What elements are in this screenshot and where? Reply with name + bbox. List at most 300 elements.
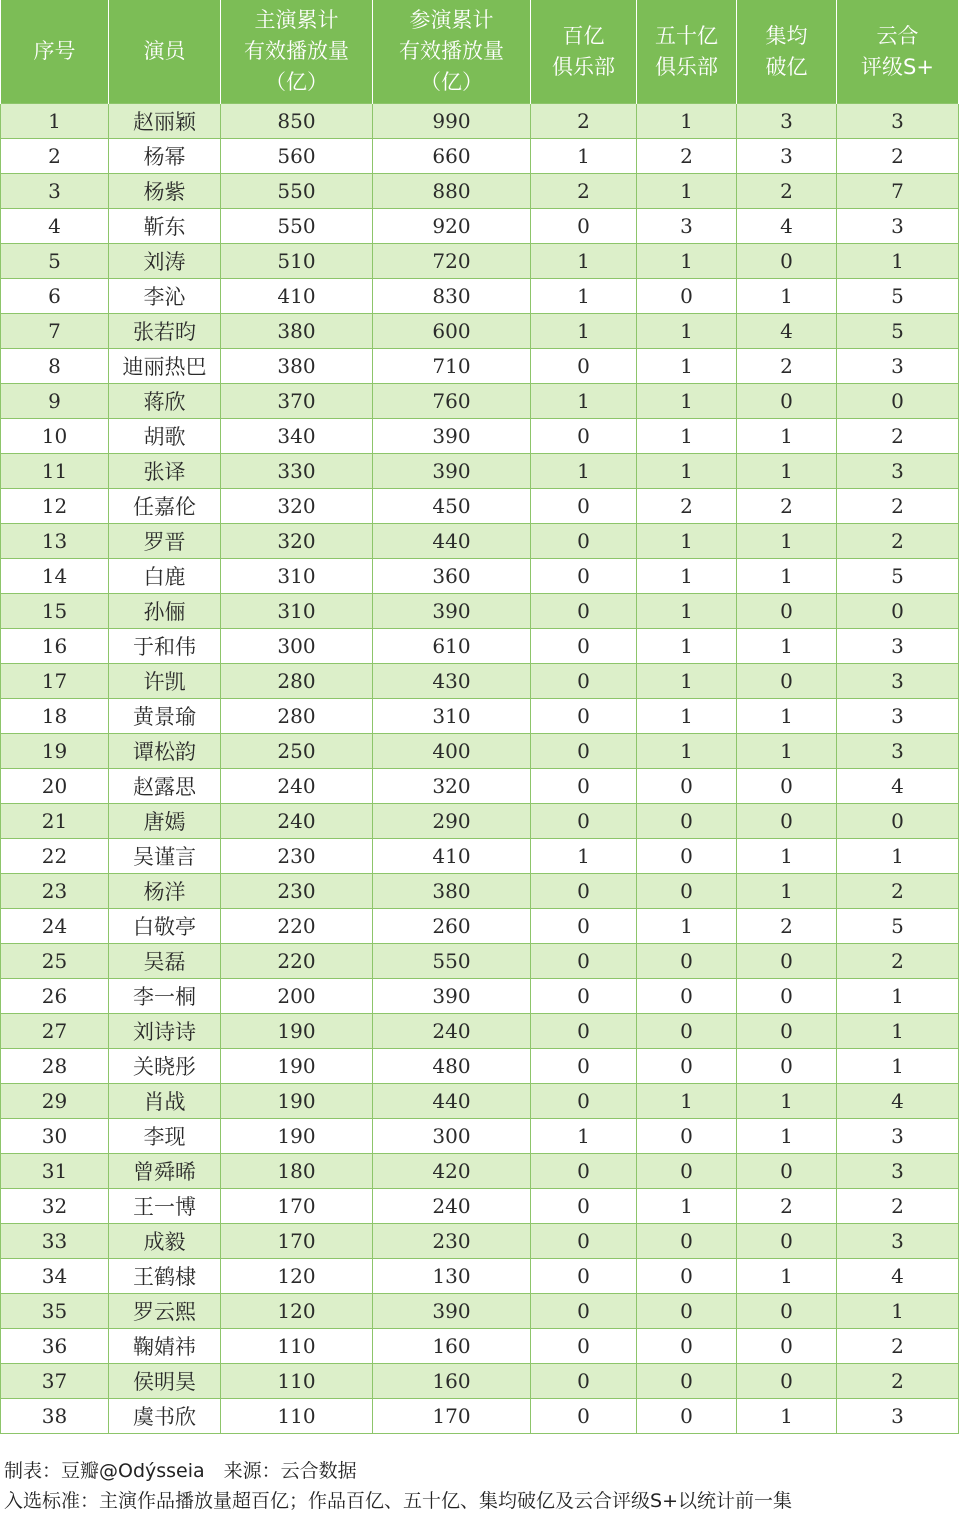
per-episode-cell: 3 [737,139,837,174]
club-50b-cell: 1 [637,454,737,489]
club-100b-cell: 0 [531,909,637,944]
per-episode-cell: 1 [737,1119,837,1154]
actor-name-cell: 任嘉伦 [109,489,221,524]
rank-cell: 12 [1,489,109,524]
rank-cell: 27 [1,1014,109,1049]
total-views-cell: 290 [373,804,531,839]
per-episode-cell: 0 [737,804,837,839]
actor-name-cell: 吴磊 [109,944,221,979]
actor-name-cell: 杨洋 [109,874,221,909]
actor-name-cell: 黄景瑜 [109,699,221,734]
per-episode-cell: 0 [737,944,837,979]
table-row [1,734,959,769]
table-row [1,139,959,174]
per-episode-cell: 1 [737,699,837,734]
lead-views-cell: 320 [221,489,373,524]
lead-views-cell: 220 [221,909,373,944]
table-body [1,104,959,1434]
per-episode-cell: 2 [737,909,837,944]
club-100b-cell: 2 [531,174,637,209]
total-views-cell: 600 [373,314,531,349]
club-50b-cell: 0 [637,1294,737,1329]
total-views-cell: 450 [373,489,531,524]
lead-views-cell: 340 [221,419,373,454]
s-plus-cell: 2 [837,1189,959,1224]
s-plus-cell: 3 [837,209,959,244]
actor-name-cell: 赵丽颖 [109,104,221,139]
club-50b-cell: 0 [637,1224,737,1259]
table-row [1,559,959,594]
rank-cell: 25 [1,944,109,979]
lead-views-cell: 550 [221,209,373,244]
club-50b-cell: 0 [637,1014,737,1049]
club-50b-cell: 1 [637,1189,737,1224]
club-100b-cell: 1 [531,279,637,314]
lead-views-cell: 110 [221,1329,373,1364]
club-100b-cell: 0 [531,664,637,699]
actor-name-cell: 罗云熙 [109,1294,221,1329]
table-row [1,419,959,454]
lead-views-cell: 330 [221,454,373,489]
s-plus-cell: 4 [837,769,959,804]
lead-views-cell: 170 [221,1189,373,1224]
actor-name-cell: 靳东 [109,209,221,244]
per-episode-cell: 1 [737,839,837,874]
lead-views-cell: 240 [221,804,373,839]
s-plus-cell: 3 [837,629,959,664]
actor-name-cell: 孙俪 [109,594,221,629]
per-episode-cell: 0 [737,1294,837,1329]
header-row [1,0,959,104]
club-100b-cell: 0 [531,1294,637,1329]
actor-name-cell: 李一桐 [109,979,221,1014]
club-100b-cell: 0 [531,734,637,769]
header-100b-club: 百亿 俱乐部 [531,0,637,104]
actor-name-cell: 李沁 [109,279,221,314]
rank-cell: 18 [1,699,109,734]
per-episode-cell: 4 [737,314,837,349]
table-row [1,979,959,1014]
lead-views-cell: 410 [221,279,373,314]
table-row [1,244,959,279]
s-plus-cell: 3 [837,349,959,384]
lead-views-cell: 190 [221,1084,373,1119]
s-plus-cell: 1 [837,979,959,1014]
s-plus-cell: 3 [837,1399,959,1434]
s-plus-cell: 3 [837,1154,959,1189]
lead-views-cell: 550 [221,174,373,209]
club-100b-cell: 1 [531,314,637,349]
club-100b-cell: 0 [531,769,637,804]
total-views-cell: 440 [373,524,531,559]
club-50b-cell: 1 [637,699,737,734]
club-50b-cell: 0 [637,1399,737,1434]
actor-name-cell: 王一博 [109,1189,221,1224]
actor-name-cell: 赵露思 [109,769,221,804]
per-episode-cell: 0 [737,1049,837,1084]
lead-views-cell: 200 [221,979,373,1014]
club-50b-cell: 1 [637,384,737,419]
club-50b-cell: 0 [637,979,737,1014]
club-50b-cell: 0 [637,1329,737,1364]
table-row [1,1364,959,1399]
club-50b-cell: 1 [637,734,737,769]
actor-name-cell: 肖战 [109,1084,221,1119]
table-row [1,664,959,699]
lead-views-cell: 240 [221,769,373,804]
club-100b-cell: 0 [531,629,637,664]
table-row [1,1259,959,1294]
rank-cell: 29 [1,1084,109,1119]
total-views-cell: 480 [373,1049,531,1084]
total-views-cell: 240 [373,1189,531,1224]
club-100b-cell: 1 [531,454,637,489]
total-views-cell: 420 [373,1154,531,1189]
per-episode-cell: 0 [737,594,837,629]
s-plus-cell: 4 [837,1084,959,1119]
s-plus-cell: 7 [837,174,959,209]
per-episode-cell: 1 [737,734,837,769]
rank-cell: 6 [1,279,109,314]
actor-name-cell: 杨紫 [109,174,221,209]
table-footer [4,1456,958,1516]
total-views-cell: 830 [373,279,531,314]
table-row [1,454,959,489]
table-row [1,909,959,944]
rank-cell: 21 [1,804,109,839]
club-50b-cell: 1 [637,664,737,699]
table-row [1,384,959,419]
lead-views-cell: 380 [221,349,373,384]
per-episode-cell: 1 [737,279,837,314]
total-views-cell: 310 [373,699,531,734]
s-plus-cell: 3 [837,454,959,489]
total-views-cell: 720 [373,244,531,279]
club-50b-cell: 1 [637,559,737,594]
rank-cell: 3 [1,174,109,209]
per-episode-cell: 0 [737,769,837,804]
per-episode-cell: 0 [737,1014,837,1049]
club-50b-cell: 0 [637,944,737,979]
rank-cell: 4 [1,209,109,244]
rank-cell: 7 [1,314,109,349]
club-50b-cell: 2 [637,489,737,524]
s-plus-cell: 1 [837,1294,959,1329]
total-views-cell: 320 [373,769,531,804]
actor-name-cell: 曾舜晞 [109,1154,221,1189]
table-row [1,1294,959,1329]
actor-name-cell: 唐嫣 [109,804,221,839]
actor-name-cell: 鞠婧祎 [109,1329,221,1364]
club-50b-cell: 1 [637,419,737,454]
rank-cell: 23 [1,874,109,909]
per-episode-cell: 1 [737,1399,837,1434]
table-row [1,1119,959,1154]
table-row [1,594,959,629]
criteria-line: 入选标准：主演作品播放量超百亿；作品百亿、五十亿、集均破亿及云合评级S+以统计前一集 [4,1490,792,1512]
header-total-views: 参演累计 有效播放量 （亿） [373,0,531,104]
per-episode-cell: 1 [737,524,837,559]
rank-cell: 9 [1,384,109,419]
s-plus-cell: 5 [837,559,959,594]
club-100b-cell: 0 [531,594,637,629]
rank-cell: 31 [1,1154,109,1189]
lead-views-cell: 850 [221,104,373,139]
s-plus-cell: 1 [837,1014,959,1049]
lead-views-cell: 560 [221,139,373,174]
s-plus-cell: 2 [837,944,959,979]
actor-name-cell: 罗晋 [109,524,221,559]
per-episode-cell: 1 [737,454,837,489]
rank-cell: 28 [1,1049,109,1084]
header-50b-club: 五十亿 俱乐部 [637,0,737,104]
actor-name-cell: 李现 [109,1119,221,1154]
s-plus-cell: 2 [837,874,959,909]
club-50b-cell: 0 [637,1119,737,1154]
table-row [1,1399,959,1434]
club-100b-cell: 0 [531,874,637,909]
s-plus-cell: 5 [837,279,959,314]
total-views-cell: 880 [373,174,531,209]
total-views-cell: 550 [373,944,531,979]
club-50b-cell: 1 [637,314,737,349]
rank-cell: 15 [1,594,109,629]
table-row [1,804,959,839]
club-100b-cell: 0 [531,559,637,594]
rank-cell: 2 [1,139,109,174]
total-views-cell: 390 [373,979,531,1014]
table-row [1,104,959,139]
total-views-cell: 260 [373,909,531,944]
rank-cell: 5 [1,244,109,279]
lead-views-cell: 120 [221,1259,373,1294]
header-per-episode: 集均 破亿 [737,0,837,104]
table-row [1,874,959,909]
club-100b-cell: 0 [531,1329,637,1364]
rank-cell: 24 [1,909,109,944]
rank-cell: 17 [1,664,109,699]
table-row [1,1014,959,1049]
lead-views-cell: 280 [221,699,373,734]
club-50b-cell: 0 [637,279,737,314]
s-plus-cell: 5 [837,909,959,944]
total-views-cell: 170 [373,1399,531,1434]
club-100b-cell: 0 [531,1084,637,1119]
total-views-cell: 160 [373,1364,531,1399]
per-episode-cell: 0 [737,384,837,419]
lead-views-cell: 110 [221,1399,373,1434]
s-plus-cell: 1 [837,1049,959,1084]
table-header [1,0,959,104]
actor-name-cell: 张译 [109,454,221,489]
lead-views-cell: 120 [221,1294,373,1329]
credit-line: 制表：豆瓣@Odýsseia 来源：云合数据 [4,1460,357,1482]
lead-views-cell: 380 [221,314,373,349]
s-plus-cell: 1 [837,839,959,874]
club-50b-cell: 1 [637,594,737,629]
table-row [1,1154,959,1189]
total-views-cell: 300 [373,1119,531,1154]
total-views-cell: 660 [373,139,531,174]
table-row [1,839,959,874]
total-views-cell: 160 [373,1329,531,1364]
actor-name-cell: 胡歌 [109,419,221,454]
actor-name-cell: 张若昀 [109,314,221,349]
club-100b-cell: 0 [531,1189,637,1224]
club-100b-cell: 1 [531,384,637,419]
lead-views-cell: 180 [221,1154,373,1189]
s-plus-cell: 2 [837,524,959,559]
per-episode-cell: 2 [737,489,837,524]
s-plus-cell: 3 [837,1119,959,1154]
club-50b-cell: 1 [637,524,737,559]
club-100b-cell: 0 [531,1014,637,1049]
per-episode-cell: 1 [737,419,837,454]
lead-views-cell: 510 [221,244,373,279]
club-50b-cell: 1 [637,1084,737,1119]
lead-views-cell: 300 [221,629,373,664]
actor-name-cell: 许凯 [109,664,221,699]
club-100b-cell: 0 [531,944,637,979]
lead-views-cell: 230 [221,839,373,874]
total-views-cell: 710 [373,349,531,384]
lead-views-cell: 220 [221,944,373,979]
lead-views-cell: 170 [221,1224,373,1259]
s-plus-cell: 0 [837,594,959,629]
table-row [1,629,959,664]
table-row [1,1224,959,1259]
s-plus-cell: 3 [837,699,959,734]
club-100b-cell: 0 [531,1364,637,1399]
lead-views-cell: 250 [221,734,373,769]
s-plus-cell: 3 [837,734,959,769]
s-plus-cell: 2 [837,419,959,454]
club-50b-cell: 3 [637,209,737,244]
rank-cell: 26 [1,979,109,1014]
per-episode-cell: 0 [737,979,837,1014]
rank-cell: 10 [1,419,109,454]
club-100b-cell: 0 [531,1224,637,1259]
club-50b-cell: 0 [637,874,737,909]
rank-cell: 11 [1,454,109,489]
rank-cell: 19 [1,734,109,769]
club-100b-cell: 0 [531,804,637,839]
s-plus-cell: 4 [837,1259,959,1294]
club-100b-cell: 0 [531,1154,637,1189]
total-views-cell: 920 [373,209,531,244]
table-row [1,1084,959,1119]
total-views-cell: 990 [373,104,531,139]
lead-views-cell: 190 [221,1119,373,1154]
total-views-cell: 400 [373,734,531,769]
club-100b-cell: 0 [531,489,637,524]
table-row [1,1049,959,1084]
club-100b-cell: 0 [531,979,637,1014]
rank-cell: 20 [1,769,109,804]
per-episode-cell: 0 [737,1364,837,1399]
lead-views-cell: 190 [221,1049,373,1084]
per-episode-cell: 1 [737,874,837,909]
club-50b-cell: 1 [637,104,737,139]
club-100b-cell: 0 [531,349,637,384]
total-views-cell: 430 [373,664,531,699]
actor-name-cell: 关晓彤 [109,1049,221,1084]
s-plus-cell: 0 [837,384,959,419]
club-100b-cell: 1 [531,244,637,279]
table-row [1,174,959,209]
club-50b-cell: 0 [637,1259,737,1294]
total-views-cell: 760 [373,384,531,419]
per-episode-cell: 0 [737,244,837,279]
club-50b-cell: 0 [637,1049,737,1084]
total-views-cell: 390 [373,594,531,629]
rank-cell: 22 [1,839,109,874]
club-50b-cell: 1 [637,909,737,944]
header-s-plus: 云合 评级S+ [837,0,959,104]
total-views-cell: 240 [373,1014,531,1049]
club-50b-cell: 1 [637,349,737,384]
per-episode-cell: 1 [737,629,837,664]
table-row [1,769,959,804]
per-episode-cell: 0 [737,1329,837,1364]
total-views-cell: 410 [373,839,531,874]
total-views-cell: 610 [373,629,531,664]
per-episode-cell: 0 [737,1224,837,1259]
club-100b-cell: 0 [531,419,637,454]
s-plus-cell: 3 [837,1224,959,1259]
s-plus-cell: 2 [837,1329,959,1364]
s-plus-cell: 3 [837,104,959,139]
rank-cell: 36 [1,1329,109,1364]
lead-views-cell: 310 [221,594,373,629]
rank-cell: 38 [1,1399,109,1434]
total-views-cell: 440 [373,1084,531,1119]
total-views-cell: 230 [373,1224,531,1259]
club-50b-cell: 0 [637,1154,737,1189]
table-row [1,944,959,979]
table-row [1,1329,959,1364]
per-episode-cell: 1 [737,559,837,594]
actor-name-cell: 迪丽热巴 [109,349,221,384]
club-100b-cell: 1 [531,839,637,874]
per-episode-cell: 2 [737,349,837,384]
club-100b-cell: 0 [531,699,637,734]
s-plus-cell: 1 [837,244,959,279]
club-50b-cell: 0 [637,1364,737,1399]
per-episode-cell: 2 [737,1189,837,1224]
actor-name-cell: 白鹿 [109,559,221,594]
rank-cell: 32 [1,1189,109,1224]
actor-name-cell: 于和伟 [109,629,221,664]
actor-name-cell: 王鹤棣 [109,1259,221,1294]
total-views-cell: 130 [373,1259,531,1294]
rank-cell: 1 [1,104,109,139]
header-rank: 序号 [1,0,109,104]
actor-name-cell: 成毅 [109,1224,221,1259]
per-episode-cell: 3 [737,104,837,139]
club-50b-cell: 1 [637,629,737,664]
club-50b-cell: 1 [637,244,737,279]
per-episode-cell: 0 [737,1154,837,1189]
table-row [1,699,959,734]
per-episode-cell: 1 [737,1084,837,1119]
s-plus-cell: 2 [837,139,959,174]
lead-views-cell: 310 [221,559,373,594]
lead-views-cell: 370 [221,384,373,419]
actor-name-cell: 侯明昊 [109,1364,221,1399]
table-row [1,489,959,524]
per-episode-cell: 1 [737,1259,837,1294]
